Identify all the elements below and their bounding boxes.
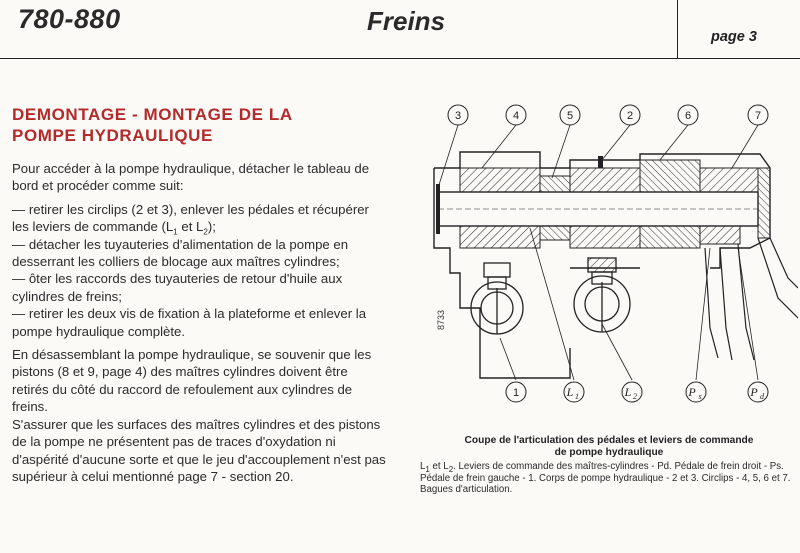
callout-7-text: 7 [754,110,762,122]
figure-caption [420,435,798,496]
paragraph-inspection: S'assurer que les surfaces des maîtres cylindres et des pistons de la pompe ne présentent pas de traces d'oxydation ni d'aspérité d'aucune sorte et que le jeu d'accouplement n'est pas supérieur à celui mentionné page 7 - section 20. [12,416,386,484]
pedal-levers [705,238,798,360]
callout-L2-letter: L [624,385,632,399]
heading-line-1: DEMONTAGE - MONTAGE DE LA [12,105,293,124]
figure-number: 8733 [436,309,446,330]
shaft [438,192,758,226]
paragraph-intro: Pour accéder à la pompe hydraulique, détacher le tableau de bord et procéder comme suit: [12,161,370,194]
piston-right [574,258,630,332]
page-number: page 3 [711,29,757,45]
callout-5 [560,105,580,125]
caption-legend-a: L [420,461,426,472]
caption-legend-sub-2: 2 [448,464,454,474]
step-circlips-text-a: — retirer les circlips (2 et 3), enlever les pédales et récupérer les leviers de commande (L [12,201,369,235]
callout-1-text: 1 [512,387,520,399]
article-heading [12,104,392,146]
paragraph-step-fittings: — ôter les raccords des tuyauteries de retour d'huile aux cylindres de freins; [12,271,343,304]
caption-title [420,435,798,459]
header-rule [0,58,800,59]
callout-L2 [622,382,642,402]
callout-Ps-letter: P [688,385,696,399]
section-title: Freins [367,6,446,36]
step-circlips-text-c: ); [207,219,216,235]
callout-Ps [686,382,706,402]
step-circlips-sub-1: 1 [173,227,178,237]
callout-L1-sub: 1 [575,392,579,401]
callout-L1 [564,382,584,402]
paragraph-step-screws: — retirer les deux vis de fixation à la plateforme et enlever la pompe hydraulique complète. [12,306,367,339]
callout-Pd-sub: d [760,392,764,401]
callout-2 [620,105,640,125]
caption-title-line-2: de pompe hydraulique [554,447,664,458]
step-circlips-sub-2: 2 [203,227,208,237]
callout-Ps-sub: s [698,392,702,401]
paragraph-step-pipes: — détacher les tuyauteries d'alimentation de la pompe en desserrant les colliers de blocage aux maîtres cylindres; [12,236,349,270]
step-circlips-text-b: et L [177,219,204,235]
caption-legend-sub-1: 1 [425,464,430,474]
piston-left [471,263,523,334]
callout-L2-sub: 2 [633,392,637,401]
article-body [12,160,388,485]
callout-5-text: 5 [566,110,574,122]
callout-3 [448,105,468,125]
callout-Pd [748,382,768,402]
header-divider-vertical [677,0,678,58]
heading-line-2: POMPE HYDRAULIQUE [12,126,213,145]
caption-legend-c: . Leviers de commande des maîtres-cylindres - Pd. Pédale de frein droit - Ps. Pédale de frein gauche - 1. Corps de pompe hydraulique - 2 et 3. Circlips - 4, 5, 6 et 7. Bagues d'articulation. [420,461,791,496]
callout-1 [506,382,526,402]
model-number: 780-880 [18,4,121,34]
caption-title-line-1: Coupe de l'articulation des pédales et leviers de commande [464,435,754,446]
callout-6 [678,105,698,125]
callout-4-text: 4 [512,110,520,122]
callout-7 [748,105,768,125]
paragraph-step-circlips [12,201,388,236]
callout-6-text: 6 [684,110,692,122]
callout-L1-letter: L [566,385,574,399]
page-header [0,0,800,62]
caption-legend-b: et L [429,461,449,472]
callout-4 [506,105,526,125]
caption-legend [420,461,798,496]
callout-3-text: 3 [454,110,462,122]
callout-Pd-letter: P [750,385,758,399]
callout-2-text: 2 [626,110,634,122]
paragraph-disassembly: En désassemblant la pompe hydraulique, se souvenir que les pistons (8 et 9, page 4) des maîtres cylindres doivent être retirés du côté du raccord de refoulement aux cylindres de freins. [12,347,372,415]
pump-cross-section-figure [420,98,798,410]
